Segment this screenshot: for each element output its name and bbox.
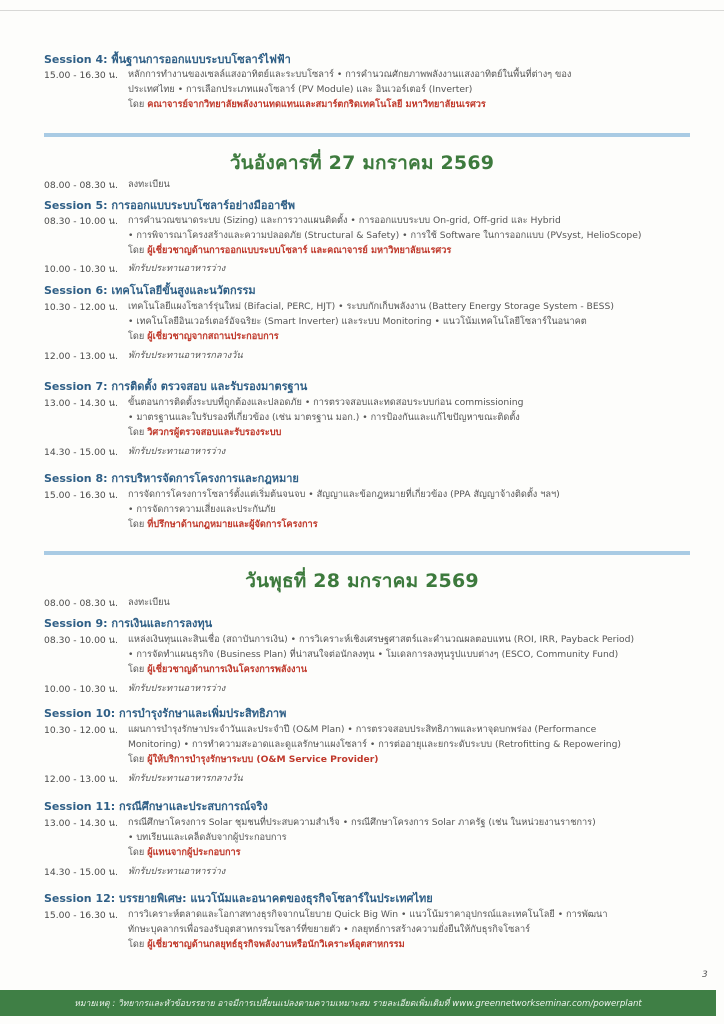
break-label: พักรับประทานอาหารว่าง <box>128 263 226 274</box>
session-6-speaker <box>128 330 279 343</box>
speaker-name: ที่ปรึกษาด้านกฎหมายและผู้จัดการโครงการ <box>147 519 318 530</box>
by-label: โดย <box>128 519 145 530</box>
lunch-time: 12.00 - 13.00 น. <box>44 774 118 785</box>
session-8-desc-1: การจัดการโครงการโซลาร์ตั้งแต่เริ่มต้นจนจบ • สัญญาและข้อกฎหมายที่เกี่ยวข้อง (PPA สัญญาจ้างติดตั้ง ฯลฯ) <box>128 489 560 500</box>
break-label: พักรับประทานอาหารว่าง <box>128 866 226 877</box>
lunch-time: 12.00 - 13.00 น. <box>44 351 118 362</box>
page-number: 3 <box>702 970 708 980</box>
session-9-speaker <box>128 663 307 676</box>
day-title-tuesday: วันอังคารที่ 27 มกราคม 2569 <box>229 152 495 174</box>
session-9-desc-1: แหล่งเงินทุนและสินเชื่อ (สถาบันการเงิน) • การวิเคราะห์เชิงเศรษฐศาสตร์และคำนวณผลตอบแทน (ROI, IRR, Payback Period) <box>128 634 635 645</box>
session-12-time: 15.00 - 16.30 น. <box>44 910 118 921</box>
session-10-speaker <box>128 753 378 766</box>
session-11-speaker <box>128 846 241 859</box>
session-9-time: 08.30 - 10.00 น. <box>44 635 118 646</box>
by-label: โดย <box>128 847 145 858</box>
by-label: โดย <box>128 939 145 950</box>
session-11-desc-1: กรณีศึกษาโครงการ Solar ชุมชนที่ประสบความสำเร็จ • กรณีศึกษาโครงการ Solar ภาครัฐ (เช่น ในหน่วยงานราชการ) <box>128 817 596 828</box>
session-4-title: Session 4: พื้นฐานการออกแบบระบบโซลาร์ไฟฟ้า <box>44 53 291 66</box>
by-label: โดย <box>128 245 145 256</box>
session-7-desc-1: ขั้นตอนการติดตั้งระบบที่ถูกต้องและปลอดภัย • การตรวจสอบและทดสอบระบบก่อน commissioning <box>128 397 524 408</box>
session-4-time: 15.00 - 16.30 น. <box>44 70 118 81</box>
session-11-time: 13.00 - 14.30 น. <box>44 818 118 829</box>
by-label: โดย <box>128 427 145 438</box>
session-10-desc-1: แผนการบำรุงรักษาประจำวันและประจำปี (O&M Plan) • การตรวจสอบประสิทธิภาพและหาจุดบกพร่อง (Performance <box>128 724 597 735</box>
break-time: 14.30 - 15.00 น. <box>44 447 118 458</box>
session-7-time: 13.00 - 14.30 น. <box>44 398 118 409</box>
break-time: 10.00 - 10.30 น. <box>44 684 118 695</box>
break-time: 10.00 - 10.30 น. <box>44 264 118 275</box>
speaker-name: คณาจารย์จากวิทยาลัยพลังงานทดแทนและสมาร์ตกริดเทคโนโลยี มหาวิทยาลัยนเรศวร <box>147 99 486 110</box>
session-11-title: Session 11: กรณีศึกษาและประสบการณ์จริง <box>44 800 268 813</box>
break-label: พักรับประทานอาหารว่าง <box>128 446 226 457</box>
session-10-title: Session 10: การบำรุงรักษาและเพิ่มประสิทธิภาพ <box>44 707 287 720</box>
session-5-speaker <box>128 244 451 257</box>
by-label: โดย <box>128 754 145 765</box>
speaker-name: ผู้ให้บริการบำรุงรักษาระบบ (O&M Service Provider) <box>147 754 379 765</box>
session-5-desc-1: การคำนวณขนาดระบบ (Sizing) และการวางแผนติดตั้ง • การออกแบบระบบ On-grid, Off-grid และ Hybrid <box>128 215 561 226</box>
footer-note-bar <box>0 990 716 1016</box>
session-7-desc-2: • มาตรฐานและใบรับรองที่เกี่ยวข้อง (เช่น มาตรฐาน มอก.) • การป้องกันและแก้ไขปัญหาขณะติดตั้ง <box>128 412 520 423</box>
session-8-time: 15.00 - 16.30 น. <box>44 490 118 501</box>
session-4-speaker <box>128 98 486 111</box>
break-time: 14.30 - 15.00 น. <box>44 867 118 878</box>
session-8-desc-2: • การจัดการความเสี่ยงและประกันภัย <box>128 504 276 515</box>
session-11-desc-2: • บทเรียนและเคล็ดลับจากผู้ประกอบการ <box>128 832 287 843</box>
registration-time: 08.00 - 08.30 น. <box>44 180 118 191</box>
section-divider <box>44 551 690 555</box>
session-12-desc-2: ทักษะบุคลากรเพื่อรองรับอุตสาหกรรมโซลาร์ที่ขยายตัว • กลยุทธ์การสร้างความยั่งยืนให้กับธุรกิจโซลาร์ <box>128 924 531 935</box>
session-4-desc-1: หลักการทำงานของเซลล์แสงอาทิตย์และระบบโซลาร์ • การคำนวณศักยภาพพลังงานแสงอาทิตย์ในพื้นที่ต่างๆ ของ <box>128 69 572 80</box>
session-10-desc-2: Monitoring) • การทำความสะอาดและดูแลรักษาแผงโซลาร์ • การต่ออายุและยกระดับระบบ (Retrofitting & Repowering) <box>128 739 621 750</box>
session-7-speaker <box>128 426 281 439</box>
session-5-title: Session 5: การออกแบบระบบโซลาร์อย่างมืออาชีพ <box>44 199 295 212</box>
speaker-name: วิศวกรผู้ตรวจสอบและรับรองระบบ <box>147 427 282 438</box>
by-label: โดย <box>128 664 145 675</box>
session-6-desc-2: • เทคโนโลยีอินเวอร์เตอร์อัจฉริยะ (Smart Inverter) และระบบ Monitoring • แนวโน้มเทคโนโลยีโซลาร์ในอนาคต <box>128 316 587 327</box>
footer-note: หมายเหตุ : วิทยากรและหัวข้อบรรยาย อาจมีการเปลี่ยนแปลงตามความเหมาะสม รายละเอียดเพิ่มเติมที่ www.greennetworkseminar.com/powerplant <box>74 999 642 1009</box>
session-6-desc-1: เทคโนโลยีแผงโซลาร์รุ่นใหม่ (Bifacial, PERC, HJT) • ระบบกักเก็บพลังงาน (Battery Energy Storage System - BESS) <box>128 301 614 312</box>
session-7-title: Session 7: การติดตั้ง ตรวจสอบ และรับรองมาตรฐาน <box>44 380 308 393</box>
speaker-name: ผู้เชี่ยวชาญด้านการออกแบบระบบโซลาร์ และคณาจารย์ มหาวิทยาลัยนเรศวร <box>147 245 452 256</box>
lunch-label: พักรับประทานอาหารกลางวัน <box>128 773 243 784</box>
session-10-time: 10.30 - 12.00 น. <box>44 725 118 736</box>
by-label: โดย <box>128 99 145 110</box>
speaker-name: ผู้เชี่ยวชาญด้านการเงินโครงการพลังงาน <box>147 664 307 675</box>
registration-time: 08.00 - 08.30 น. <box>44 598 118 609</box>
session-8-title: Session 8: การบริหารจัดการโครงการและกฎหมาย <box>44 472 299 485</box>
registration-label: ลงทะเบียน <box>128 179 170 190</box>
session-12-title: Session 12: บรรยายพิเศษ: แนวโน้มและอนาคตของธุรกิจโซลาร์ในประเทศไทย <box>44 892 433 905</box>
break-label: พักรับประทานอาหารว่าง <box>128 683 226 694</box>
speaker-name: ผู้เชี่ยวชาญจากสถานประกอบการ <box>147 331 279 342</box>
top-rule <box>0 10 724 11</box>
speaker-name: ผู้แทนจากผู้ประกอบการ <box>147 847 241 858</box>
session-5-desc-2: • การพิจารณาโครงสร้างและความปลอดภัย (Structural & Safety) • การใช้ Software ในการออกแบบ (PVsyst, HelioScope) <box>128 230 642 241</box>
session-12-desc-1: การวิเคราะห์ตลาดและโอกาสทางธุรกิจจากนโยบาย Quick Big Win • แนวโน้มราคาอุปกรณ์และเทคโนโลยี • การพัฒนา <box>128 909 608 920</box>
session-4-desc-2: ประเทศไทย • การเลือกประเภทแผงโซลาร์ (PV Module) และ อินเวอร์เตอร์ (Inverter) <box>128 84 473 95</box>
by-label: โดย <box>128 331 145 342</box>
day-title-wednesday: วันพุธที่ 28 มกราคม 2569 <box>245 570 479 592</box>
session-5-time: 08.30 - 10.00 น. <box>44 216 118 227</box>
session-8-speaker <box>128 518 318 531</box>
lunch-label: พักรับประทานอาหารกลางวัน <box>128 350 243 361</box>
speaker-name: ผู้เชี่ยวชาญด้านกลยุทธ์ธุรกิจพลังงานหรือนักวิเคราะห์อุตสาหกรรม <box>147 939 405 950</box>
session-6-time: 10.30 - 12.00 น. <box>44 302 118 313</box>
session-12-speaker <box>128 938 405 951</box>
session-6-title: Session 6: เทคโนโลยีขั้นสูงและนวัตกรรม <box>44 284 256 297</box>
section-divider <box>44 133 690 137</box>
session-9-desc-2: • การจัดทำแผนธุรกิจ (Business Plan) ที่น่าสนใจต่อนักลงทุน • โมเดลการลงทุนรูปแบบต่างๆ (ESCO, Community Fund) <box>128 649 619 660</box>
session-9-title: Session 9: การเงินและการลงทุน <box>44 617 213 630</box>
registration-label: ลงทะเบียน <box>128 597 170 608</box>
